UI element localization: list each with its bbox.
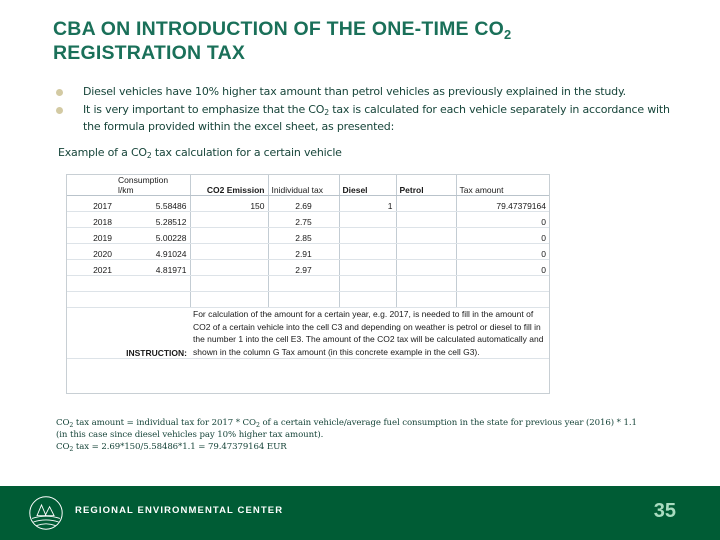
header-co2-emission: CO2 Emission: [190, 175, 268, 196]
cell-individual-tax: 2.85: [268, 228, 339, 244]
cell-diesel: [339, 212, 396, 228]
cell-empty: [456, 276, 549, 292]
note3-after: tax = 2.69*150/5.58486*1.1 = 79.47379164 EUR: [73, 441, 287, 452]
header-individual-tax: Inidividual tax: [268, 175, 339, 196]
bullet-text: [83, 84, 626, 100]
page-number: 35: [653, 500, 676, 522]
table-row: [67, 260, 549, 276]
formula-notes: [56, 418, 696, 453]
cell-empty: [67, 276, 115, 292]
page-title: [53, 18, 673, 65]
cell-individual-tax: 2.75: [268, 212, 339, 228]
cell-co2-emission: [190, 228, 268, 244]
cell-year: 2017: [67, 196, 115, 212]
cell-empty: [268, 292, 339, 308]
bullet-dot-icon: [56, 89, 63, 96]
formula-note-line-3: [56, 442, 696, 454]
table-row: [67, 228, 549, 244]
cell-empty: [115, 276, 190, 292]
list-item: [56, 84, 681, 100]
cell-year: 2019: [67, 228, 115, 244]
cell-tax-amount: 0: [456, 260, 549, 276]
cell-petrol: [396, 196, 456, 212]
cell-empty: [268, 276, 339, 292]
table-row-empty: [67, 292, 549, 308]
table-header-row: [67, 175, 549, 196]
cell-individual-tax: 2.91: [268, 244, 339, 260]
bullet-dot-icon: [56, 107, 63, 114]
cell-consumption: 5.58486: [115, 196, 190, 212]
cell-tax-amount: 0: [456, 228, 549, 244]
cell-empty: [115, 292, 190, 308]
example-caption: [58, 146, 342, 159]
table-row: [67, 196, 549, 212]
bullet-1-text: Diesel vehicles have 10% higher tax amount than petrol vehicles as previously explained in the study.: [83, 85, 626, 98]
instruction-row: [67, 308, 549, 359]
list-item: [56, 102, 681, 135]
rec-logo-icon: [28, 495, 64, 531]
cell-tax-amount: 0: [456, 212, 549, 228]
cell-year: 2018: [67, 212, 115, 228]
cell-consumption: 4.81971: [115, 260, 190, 276]
cell-petrol: [396, 260, 456, 276]
cell-petrol: [396, 212, 456, 228]
instruction-label: INSTRUCTION:: [67, 308, 190, 359]
cell-empty: [339, 276, 396, 292]
bullet-2-text-before: It is very important to emphasize that the CO: [83, 103, 325, 116]
cell-year: 2020: [67, 244, 115, 260]
cell-individual-tax: 2.97: [268, 260, 339, 276]
header-consumption-line2: l/km: [118, 185, 134, 195]
bullet-2-subscript: 2: [324, 108, 329, 117]
cell-co2-emission: [190, 260, 268, 276]
cell-co2-emission: [190, 212, 268, 228]
formula-note-line-1: [56, 418, 696, 430]
header-diesel: Diesel: [339, 175, 396, 196]
header-year: [67, 175, 115, 196]
instruction-text: For calculation of the amount for a certain year, e.g. 2017, is needed to fill in the amount of CO2 of a certain vehicle into the cell C3 and depending on weather is petrol or diesel to fill in the number 1 into the cell E3. The amount of the CO2 tax will be calculated automatically and shown in the column G Tax amount (in this concrete example in the cell G3).: [190, 308, 549, 359]
title-subscript: 2: [504, 27, 512, 42]
note1-after: of a certain vehicle/average fuel consumption in the state for previous year (2016) * 1.1: [259, 418, 637, 428]
cell-consumption: 5.28512: [115, 212, 190, 228]
table-row-empty: [67, 276, 549, 292]
cell-empty: [67, 292, 115, 308]
table-row: [67, 244, 549, 260]
note1-sub2: 2: [255, 422, 260, 429]
example-caption-after: tax calculation for a certain vehicle: [151, 146, 342, 159]
cell-co2-emission: [190, 244, 268, 260]
header-consumption: [115, 175, 190, 196]
example-caption-before: Example of a CO: [58, 146, 147, 159]
bullet-2-text-after: tax is calculated for each vehicle separately in accordance with the formula provided within the excel sheet, as presented:: [83, 103, 670, 133]
cell-co2-emission: 150: [190, 196, 268, 212]
spreadsheet-table: [67, 175, 549, 359]
cell-empty: [396, 292, 456, 308]
header-consumption-line1: Consumption: [118, 175, 169, 185]
cell-tax-amount: 0: [456, 244, 549, 260]
title-line-1: CBA ON INTRODUCTION OF THE ONE-TIME CO: [53, 18, 505, 40]
header-tax-amount: Tax amount: [456, 175, 549, 196]
cell-empty: [456, 292, 549, 308]
cell-diesel: [339, 228, 396, 244]
cell-diesel: [339, 260, 396, 276]
note3-sub: 2: [69, 445, 74, 453]
organization-name: REGIONAL ENVIRONMENTAL CENTER: [75, 505, 284, 516]
cell-empty: [190, 292, 268, 308]
cell-year: 2021: [67, 260, 115, 276]
cell-individual-tax: 2.69: [268, 196, 339, 212]
cell-empty: [190, 276, 268, 292]
header-petrol: Petrol: [396, 175, 456, 196]
cell-empty: [396, 276, 456, 292]
cell-consumption: 5.00228: [115, 228, 190, 244]
note3-before: CO: [56, 441, 70, 452]
cell-empty: [339, 292, 396, 308]
note1-before: CO: [56, 418, 70, 428]
table-row: [67, 212, 549, 228]
bullet-list: [56, 84, 681, 137]
cell-diesel: 1: [339, 196, 396, 212]
spreadsheet-screenshot: [66, 174, 550, 394]
cell-consumption: 4.91024: [115, 244, 190, 260]
cell-tax-amount: 79.47379164: [456, 196, 549, 212]
example-caption-subscript: 2: [146, 151, 152, 160]
cell-petrol: [396, 228, 456, 244]
bullet-text: [83, 102, 681, 135]
cell-diesel: [339, 244, 396, 260]
note1-sub: 2: [69, 422, 74, 429]
formula-note-line-2: (in this case since diesel vehicles pay 10% higher tax amount).: [56, 429, 324, 440]
cell-petrol: [396, 244, 456, 260]
title-line-2: REGISTRATION TAX: [53, 42, 246, 64]
footer-bar: [0, 486, 720, 540]
note1-mid: tax amount = individual tax for 2017 * CO: [73, 418, 256, 428]
